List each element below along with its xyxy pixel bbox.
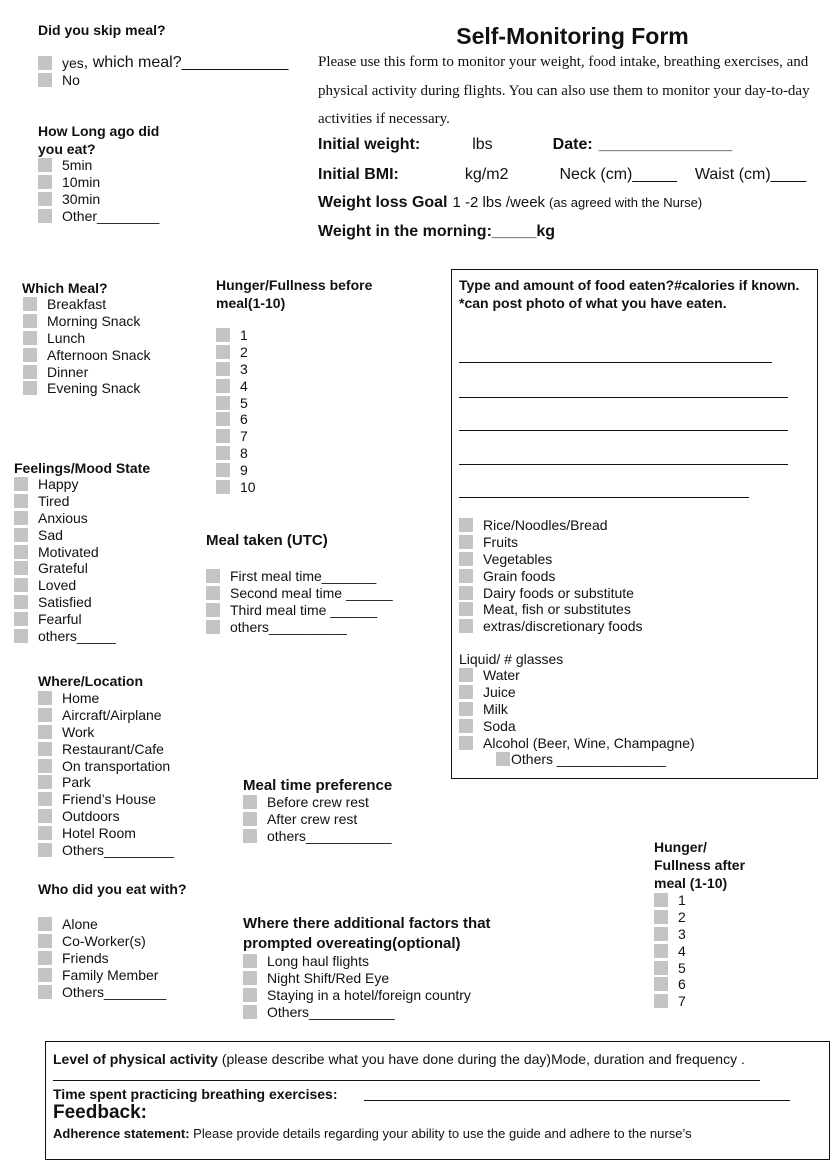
food-entry-line[interactable] [459, 362, 772, 363]
checkbox[interactable] [14, 578, 28, 592]
neck-field[interactable]: Neck (cm)_____ [559, 166, 677, 183]
date-field[interactable]: _______________ [598, 136, 733, 153]
morning-weight-field[interactable]: Weight in the morning:_____kg [318, 223, 556, 240]
food-group-option[interactable]: Rice/Noodles/Bread [459, 517, 643, 534]
checkbox[interactable] [654, 961, 668, 975]
how-long-options [38, 157, 159, 224]
hunger-after-heading: Hunger/ Fullness after meal (1-10) [654, 839, 746, 891]
feeling-option[interactable]: Satisfied [14, 594, 116, 611]
adherence-text: Please provide details regarding your ability to use the guide and adhere to the nurse’s [193, 1126, 692, 1141]
hunger-before-option[interactable]: 8 [216, 445, 256, 462]
feeling-option[interactable]: Grateful [14, 560, 116, 577]
waist-field[interactable]: Waist (cm)____ [694, 166, 807, 183]
feeling-option[interactable]: Sad [14, 526, 116, 543]
checkbox[interactable] [14, 494, 28, 508]
hunger-before-options [216, 327, 256, 495]
checkbox[interactable] [206, 586, 220, 600]
checkbox[interactable] [38, 192, 52, 206]
hunger-after-option[interactable]: 5 [654, 959, 686, 976]
food-group-option[interactable]: Vegetables [459, 551, 643, 568]
meal-taken-option[interactable]: others__________ [206, 618, 393, 635]
checkbox[interactable] [38, 792, 52, 806]
how-long-heading: How Long ago did you eat? [38, 123, 160, 157]
checkbox[interactable] [38, 826, 52, 840]
skip-meal-options [38, 55, 288, 89]
factors-options [243, 953, 471, 1020]
initial-weight-label: Initial weight: [318, 136, 421, 153]
meal-taken-heading: Meal taken (UTC) [206, 532, 328, 549]
skip-meal-yes[interactable]: yes , which meal?____________ [38, 55, 288, 72]
location-options [38, 690, 174, 858]
checkbox[interactable] [216, 379, 230, 393]
liquid-option[interactable]: Milk [459, 701, 695, 718]
who-with-options [38, 916, 166, 1000]
checkbox[interactable] [14, 511, 28, 525]
location-option[interactable]: Restaurant/Cafe [38, 740, 174, 757]
checkbox[interactable] [243, 795, 257, 809]
who-with-option[interactable]: Friends [38, 950, 166, 967]
who-with-option[interactable]: Family Member [38, 966, 166, 983]
checkbox[interactable] [38, 843, 52, 857]
checkbox[interactable] [216, 463, 230, 477]
checkbox[interactable] [14, 629, 28, 643]
checkbox[interactable] [459, 736, 473, 750]
checkbox[interactable] [654, 910, 668, 924]
feeling-option[interactable]: Fearful [14, 610, 116, 627]
hunger-before-option[interactable]: 4 [216, 377, 256, 394]
food-entry-line[interactable] [459, 430, 788, 431]
food-entry-line[interactable] [459, 397, 788, 398]
checkbox[interactable] [459, 719, 473, 733]
liquid-option-others[interactable]: Others ______________ [459, 751, 695, 768]
checkbox[interactable] [14, 477, 28, 491]
checkbox[interactable] [38, 56, 52, 70]
checkbox[interactable] [23, 331, 37, 345]
checkbox[interactable] [459, 535, 473, 549]
adherence-label: Adherence statement: [53, 1126, 190, 1141]
how-long-option[interactable]: 10min [38, 174, 159, 191]
location-option[interactable]: Aircraft/Airplane [38, 707, 174, 724]
food-panel-heading: Type and amount of food eaten?#calories if known. *can post photo of what you have eaten. [459, 277, 800, 311]
food-group-option[interactable]: Fruits [459, 534, 643, 551]
meal-taken-options [206, 568, 393, 635]
checkbox[interactable] [496, 752, 510, 766]
hunger-before-heading: Hunger/Fullness before meal(1-10) [216, 277, 373, 311]
liquid-heading: Liquid/ # glasses [459, 651, 564, 667]
checkbox[interactable] [23, 348, 37, 362]
hunger-after-option[interactable]: 1 [654, 892, 686, 909]
meal-pref-heading: Meal time preference [243, 777, 393, 794]
how-long-option[interactable]: 30min [38, 191, 159, 208]
activity-text: (please describe what you have done during the day)Mode, duration and frequency . [221, 1051, 745, 1067]
checkbox[interactable] [654, 944, 668, 958]
meal-pref-option[interactable]: Before crew rest [243, 794, 392, 811]
factor-option[interactable]: Staying in a hotel/foreign country [243, 987, 471, 1004]
meal-taken-option[interactable]: First meal time_______ [206, 568, 393, 585]
checkbox[interactable] [216, 412, 230, 426]
checkbox[interactable] [216, 429, 230, 443]
feeling-option[interactable]: Loved [14, 577, 116, 594]
meal-taken-option[interactable]: Third meal time ______ [206, 602, 393, 619]
checkbox[interactable] [459, 602, 473, 616]
which-meal-options [23, 296, 151, 397]
checkbox[interactable] [654, 893, 668, 907]
skip-meal-no[interactable]: No [38, 72, 288, 89]
location-heading: Where/Location [38, 673, 144, 689]
breathing-row [53, 1086, 338, 1102]
checkbox[interactable] [23, 314, 37, 328]
location-option[interactable]: Others_________ [38, 841, 174, 858]
checkbox[interactable] [206, 569, 220, 583]
checkbox[interactable] [243, 988, 257, 1002]
checkbox[interactable] [38, 985, 52, 999]
which-meal-option[interactable]: Evening Snack [23, 380, 151, 397]
hunger-before-option[interactable]: 10 [216, 478, 256, 495]
feeling-option[interactable]: Happy [14, 476, 116, 493]
checkbox[interactable] [216, 396, 230, 410]
hunger-after-option[interactable]: 6 [654, 976, 686, 993]
which-meal-option[interactable]: Lunch [23, 330, 151, 347]
checkbox[interactable] [38, 725, 52, 739]
checkbox[interactable] [243, 812, 257, 826]
checkbox[interactable] [459, 685, 473, 699]
which-meal-option[interactable]: Afternoon Snack [23, 346, 151, 363]
liquid-option[interactable]: Juice [459, 684, 695, 701]
checkbox[interactable] [459, 668, 473, 682]
checkbox[interactable] [654, 994, 668, 1008]
checkbox[interactable] [654, 927, 668, 941]
goal-row [318, 194, 702, 212]
checkbox[interactable] [14, 561, 28, 575]
location-option[interactable]: Friend’s House [38, 791, 174, 808]
checkbox[interactable] [38, 209, 52, 223]
checkbox[interactable] [243, 971, 257, 985]
checkbox[interactable] [38, 917, 52, 931]
location-option[interactable]: Outdoors [38, 808, 174, 825]
adherence-row [53, 1126, 692, 1141]
hunger-after-option[interactable]: 4 [654, 942, 686, 959]
checkbox[interactable] [38, 742, 52, 756]
factor-option[interactable]: Night Shift/Red Eye [243, 970, 471, 987]
food-group-option[interactable]: Grain foods [459, 567, 643, 584]
skip-meal-heading: Did you skip meal? [38, 22, 166, 38]
checkbox[interactable] [38, 73, 52, 87]
checkbox[interactable] [14, 595, 28, 609]
checkbox[interactable] [216, 480, 230, 494]
food-group-option[interactable]: extras/discretionary foods [459, 618, 643, 635]
location-option[interactable]: Park [38, 774, 174, 791]
checkbox[interactable] [23, 365, 37, 379]
checkbox[interactable] [216, 345, 230, 359]
who-with-option[interactable]: Co-Worker(s) [38, 933, 166, 950]
checkbox[interactable] [206, 603, 220, 617]
checkbox[interactable] [38, 809, 52, 823]
hunger-before-option[interactable]: 7 [216, 428, 256, 445]
checkbox[interactable] [206, 620, 220, 634]
checkbox[interactable] [14, 528, 28, 542]
liquid-option[interactable]: Water [459, 667, 695, 684]
food-group-option[interactable]: Dairy foods or substitute [459, 584, 643, 601]
hunger-after-option[interactable]: 7 [654, 993, 686, 1010]
checkbox[interactable] [216, 328, 230, 342]
checkbox[interactable] [459, 552, 473, 566]
goal-value: 1 -2 lbs /week [452, 194, 546, 211]
liquid-option[interactable]: Soda [459, 717, 695, 734]
checkbox[interactable] [38, 951, 52, 965]
checkbox[interactable] [38, 158, 52, 172]
checkbox[interactable] [654, 977, 668, 991]
hunger-after-option[interactable]: 2 [654, 909, 686, 926]
location-option[interactable]: On transportation [38, 757, 174, 774]
meal-pref-option[interactable]: After crew rest [243, 811, 392, 828]
feeling-option[interactable]: Motivated [14, 543, 116, 560]
food-entry-line[interactable] [459, 464, 788, 465]
which-meal-option[interactable]: Breakfast [23, 296, 151, 313]
activity-label: Level of physical activity [53, 1051, 218, 1067]
breathing-label: Time spent practicing breathing exercises: [53, 1086, 338, 1102]
checkbox[interactable] [243, 1005, 257, 1019]
meal-pref-options [243, 794, 392, 844]
hunger-before-option[interactable]: 5 [216, 394, 256, 411]
initial-weight-unit: lbs [472, 136, 493, 153]
location-option[interactable]: Hotel Room [38, 824, 174, 841]
checkbox[interactable] [38, 175, 52, 189]
hunger-after-option[interactable]: 3 [654, 926, 686, 943]
hunger-before-option[interactable]: 2 [216, 344, 256, 361]
hunger-before-option[interactable]: 6 [216, 411, 256, 428]
hunger-before-option[interactable]: 9 [216, 461, 256, 478]
food-group-option[interactable]: Meat, fish or substitutes [459, 601, 643, 618]
location-option[interactable]: Work [38, 724, 174, 741]
activity-entry-line[interactable] [53, 1080, 760, 1081]
checkbox[interactable] [38, 708, 52, 722]
factor-option[interactable]: Others___________ [243, 1003, 471, 1020]
initial-bmi-row [318, 166, 806, 184]
how-long-option[interactable]: Other________ [38, 207, 159, 224]
feeling-option[interactable]: Tired [14, 493, 116, 510]
checkbox[interactable] [216, 362, 230, 376]
checkbox[interactable] [23, 381, 37, 395]
hunger-before-option[interactable]: 1 [216, 327, 256, 344]
food-entry-line[interactable] [459, 497, 749, 498]
goal-label: Weight loss Goal [318, 194, 448, 211]
checkbox[interactable] [459, 619, 473, 633]
checkbox[interactable] [23, 297, 37, 311]
which-meal-option[interactable]: Morning Snack [23, 313, 151, 330]
meal-pref-option[interactable]: others___________ [243, 828, 392, 845]
checkbox[interactable] [38, 934, 52, 948]
factors-heading: Where there additional factors that prompted overeating(optional) [243, 915, 491, 952]
food-group-options [459, 517, 643, 635]
breathing-entry-line[interactable] [364, 1100, 790, 1101]
date-label: Date: [552, 136, 593, 153]
checkbox[interactable] [459, 569, 473, 583]
bmi-unit: kg/m2 [464, 166, 509, 183]
checkbox[interactable] [459, 518, 473, 532]
goal-note: (as agreed with the Nurse) [549, 195, 703, 210]
who-with-heading: Who did you eat with? [38, 881, 187, 897]
form-title: Self-Monitoring Form [456, 23, 689, 49]
checkbox[interactable] [459, 702, 473, 716]
checkbox[interactable] [243, 954, 257, 968]
who-with-option[interactable]: Others________ [38, 983, 166, 1000]
feedback-label: Feedback: [53, 1102, 147, 1123]
feelings-heading: Feelings/Mood State [14, 460, 151, 476]
hunger-after-options [654, 892, 686, 1010]
checkbox[interactable] [38, 691, 52, 705]
location-option[interactable]: Home [38, 690, 174, 707]
which-meal-heading: Which Meal? [22, 280, 108, 296]
checkbox[interactable] [14, 545, 28, 559]
liquid-option[interactable]: Alcohol (Beer, Wine, Champagne) [459, 734, 695, 751]
initial-weight-row [318, 136, 732, 154]
feeling-option[interactable]: Anxious [14, 510, 116, 527]
intro-text: Please use this form to monitor your weight, food intake, breathing exercises, and physical activity during flights. You can also use them to monitor your day-to-day activities if necessary. [318, 54, 810, 127]
activity-row [53, 1051, 745, 1067]
initial-bmi-label: Initial BMI: [318, 166, 399, 183]
feeling-option[interactable]: others_____ [14, 627, 116, 644]
morning-weight-row [318, 223, 555, 241]
checkbox[interactable] [459, 586, 473, 600]
which-meal-option[interactable]: Dinner [23, 363, 151, 380]
feelings-options [14, 476, 116, 644]
checkbox[interactable] [38, 968, 52, 982]
meal-taken-option[interactable]: Second meal time ______ [206, 585, 393, 602]
factor-option[interactable]: Long haul flights [243, 953, 471, 970]
checkbox[interactable] [243, 829, 257, 843]
how-long-option[interactable]: 5min [38, 157, 159, 174]
who-with-option[interactable]: Alone [38, 916, 166, 933]
checkbox[interactable] [14, 612, 28, 626]
checkbox[interactable] [38, 759, 52, 773]
checkbox[interactable] [216, 446, 230, 460]
hunger-before-option[interactable]: 3 [216, 361, 256, 378]
liquid-options [459, 667, 695, 768]
checkbox[interactable] [38, 775, 52, 789]
